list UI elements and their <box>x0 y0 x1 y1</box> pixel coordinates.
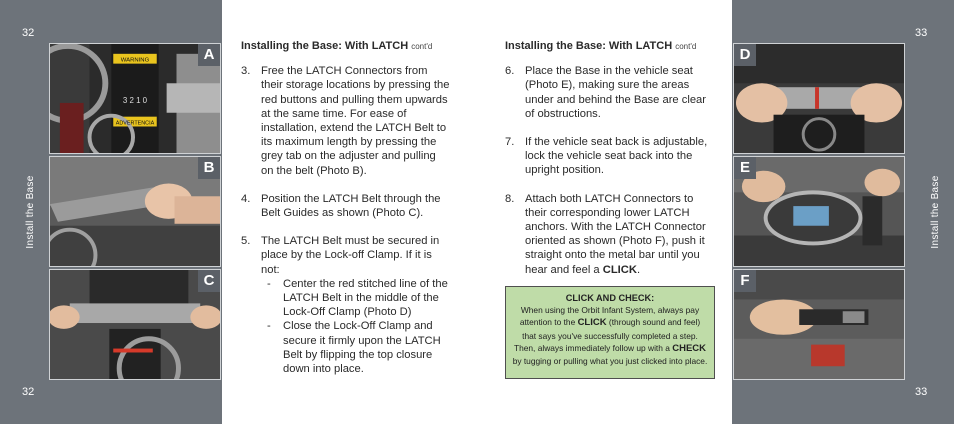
photo-a <box>49 43 221 154</box>
column-1-heading-suffix: cont'd <box>411 42 433 51</box>
step-text: Free the LATCH Connectors from their storage locations by pressing the red buttons and pulling them upwards at the same time. For ease of installation, extend the LATCH Belt to its maximum length by pressing the grey tab on the adjuster and pulling on the belt (Photo B). <box>261 65 450 177</box>
page-number-top-right: 33 <box>915 27 928 39</box>
photo-e <box>733 156 905 267</box>
step-5 <box>241 234 451 277</box>
step-number: 5. <box>241 235 251 248</box>
page-number-bottom-right: 33 <box>915 386 928 398</box>
step-number: 3. <box>241 65 251 78</box>
step-text-end: . <box>636 263 641 276</box>
column-1-heading <box>241 39 451 54</box>
photo-letter-f: F <box>734 270 756 292</box>
text-column-2 <box>505 39 717 291</box>
text-column-1 <box>241 39 451 376</box>
column-1-heading-text: Installing the Base: With LATCH <box>241 40 409 52</box>
callout-text: by tugging or pulling what you just clicked into place. <box>512 356 708 367</box>
callout-check-emphasis: CHECK <box>672 342 707 354</box>
photo-d <box>733 43 905 154</box>
column-2-heading-text: Installing the Base: With LATCH <box>505 40 673 52</box>
photo-a-advertencia-text: ADVERTENCIA <box>115 120 155 127</box>
step-text: Attach both LATCH Connectors to their corresponding lower LATCH anchors. With the LATCH Connector oriented as shown (Photo F), push it straight onto the metal bar until you hear and feel a <box>525 192 706 276</box>
step-5-subitem <box>261 277 451 320</box>
step-text: Position the LATCH Belt through the Belt Guides as shown (Photo C). <box>261 192 441 220</box>
step-text: The LATCH Belt must be secured in place by the Lock-off Clamp. If it is not: <box>261 235 440 276</box>
callout-text: (through sound and feel) that says you've successfully completed a step. Then, always immediately follow up with a <box>513 317 701 353</box>
subitem-text: Center the red stitched line of the LATCH Belt in the middle of the Lock-Off Clamp (Photo D) <box>283 277 448 319</box>
column-2-heading-suffix: cont'd <box>675 42 697 51</box>
click-and-check-callout <box>505 286 715 379</box>
step-6 <box>505 64 717 121</box>
subitem-text: Close the Lock-Off Clamp and secure it firmly upon the LATCH Belt by flipping the top closure down into place. <box>283 320 441 376</box>
step-7 <box>505 135 717 178</box>
photo-letter-c: C <box>198 270 220 292</box>
step-8 <box>505 192 717 277</box>
page-number-top-left: 32 <box>22 27 35 39</box>
side-label-right: Install the Base <box>930 175 941 249</box>
step-5-subitems <box>241 277 451 376</box>
photo-letter-b: B <box>198 157 220 179</box>
callout-body <box>512 304 708 367</box>
page-number-bottom-left: 32 <box>22 386 35 398</box>
step-text: If the vehicle seat back is adjustable, lock the vehicle seat back into the upright position. <box>525 136 708 177</box>
photo-f <box>733 269 905 380</box>
dash: - <box>267 320 271 333</box>
photo-letter-a: A <box>198 44 220 66</box>
step-4 <box>241 192 451 220</box>
photo-c <box>49 269 221 380</box>
step-number: 7. <box>505 136 515 149</box>
photo-letter-d: D <box>734 44 756 66</box>
photo-letter-e: E <box>734 157 756 179</box>
callout-click-emphasis: CLICK <box>577 317 607 329</box>
dash: - <box>267 277 271 290</box>
step-text: Place the Base in the vehicle seat (Photo E), making sure the areas under and behind the Base are clear of obstructions. <box>525 65 706 120</box>
click-emphasis: CLICK <box>602 263 637 276</box>
step-3 <box>241 64 451 178</box>
step-5-subitem <box>261 319 451 376</box>
side-label-left: Install the Base <box>25 175 36 249</box>
photo-b <box>49 156 221 267</box>
photo-a-warning-text: WARNING <box>120 57 150 64</box>
callout-text: When using the Orbit Infant System, always pay attention to the <box>519 305 700 328</box>
column-2-heading <box>505 39 717 54</box>
step-number: 8. <box>505 192 515 205</box>
callout-title: CLICK AND CHECK: <box>565 293 655 303</box>
step-number: 6. <box>505 65 515 78</box>
step-number: 4. <box>241 192 251 205</box>
photo-a-digits: 3 2 1 0 <box>122 95 148 105</box>
